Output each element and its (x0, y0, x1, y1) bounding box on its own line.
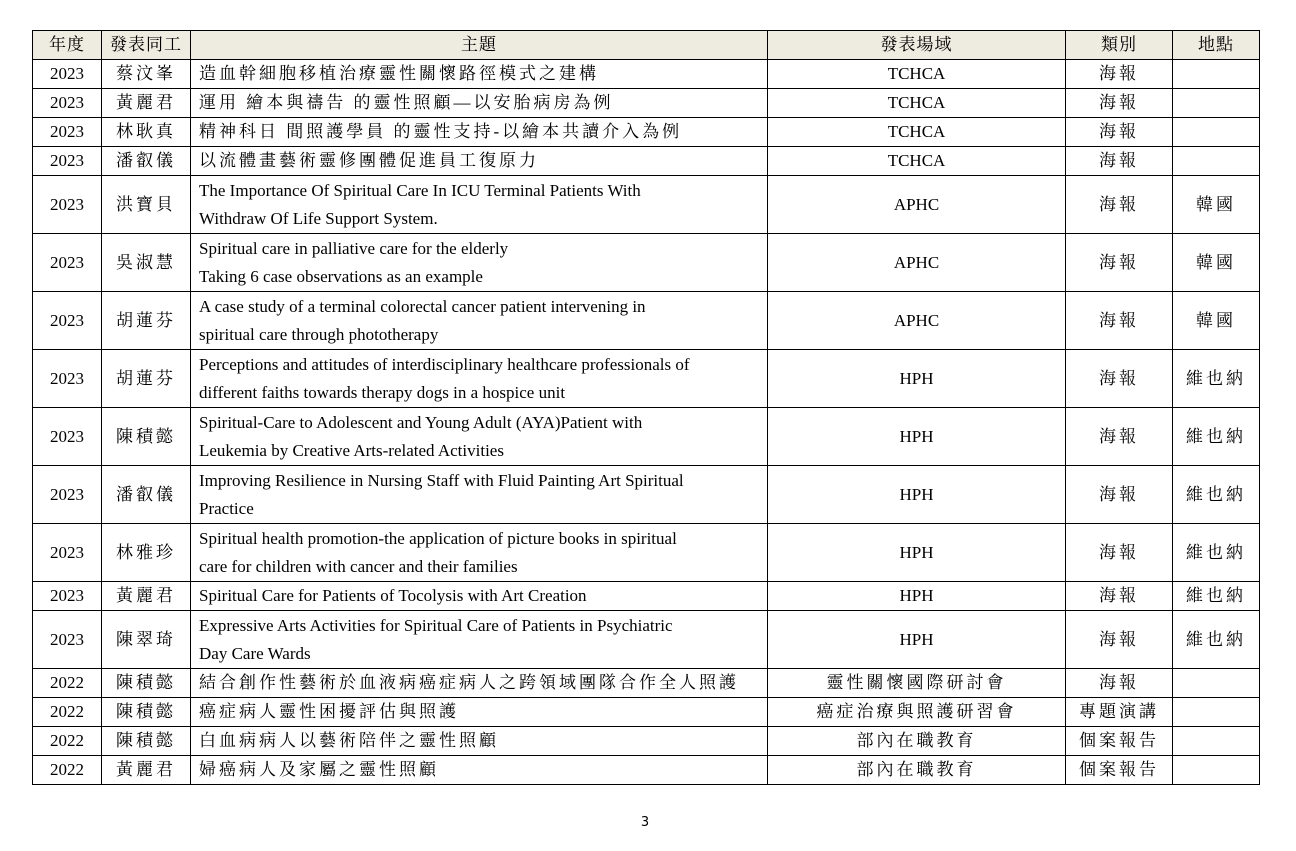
cell-location: 維也納 (1173, 611, 1260, 669)
page-number: 3 (640, 815, 650, 830)
cell-topic: 結合創作性藝術於血液病癌症病人之跨領域團隊合作全人照護 (191, 669, 768, 698)
cell-year: 2023 (33, 89, 102, 118)
cell-category: 海報 (1066, 89, 1173, 118)
cell-location: 維也納 (1173, 350, 1260, 408)
cell-topic: A case study of a terminal colorectal cancer patient intervening in spiritual care through phototherapy (191, 292, 768, 350)
cell-topic: 癌症病人靈性困擾評估與照護 (191, 698, 768, 727)
cell-venue: HPH (768, 582, 1066, 611)
table-row (33, 147, 1260, 176)
cell-location: 維也納 (1173, 466, 1260, 524)
cell-year: 2023 (33, 292, 102, 350)
cell-location (1173, 756, 1260, 785)
cell-presenter: 黃麗君 (102, 582, 191, 611)
cell-topic: Perceptions and attitudes of interdisciplinary healthcare professionals of different faiths towards therapy dogs in a hospice unit (191, 350, 768, 408)
cell-category: 海報 (1066, 234, 1173, 292)
table-row (33, 60, 1260, 89)
table-row (33, 756, 1260, 785)
cell-venue: HPH (768, 611, 1066, 669)
header-year: 年度 (33, 31, 102, 60)
cell-presenter: 陳翠琦 (102, 611, 191, 669)
table-row (33, 582, 1260, 611)
cell-venue: 靈性關懷國際研討會 (768, 669, 1066, 698)
cell-venue: APHC (768, 292, 1066, 350)
cell-topic: Spiritual health promotion-the application of picture books in spiritual care for children with cancer and their families (191, 524, 768, 582)
cell-category: 海報 (1066, 669, 1173, 698)
cell-topic: 造血幹細胞移植治療靈性關懷路徑模式之建構 (191, 60, 768, 89)
cell-category: 海報 (1066, 611, 1173, 669)
cell-year: 2023 (33, 234, 102, 292)
cell-venue: APHC (768, 234, 1066, 292)
cell-presenter: 蔡汶峯 (102, 60, 191, 89)
cell-year: 2022 (33, 669, 102, 698)
cell-presenter: 陳積懿 (102, 408, 191, 466)
cell-year: 2023 (33, 524, 102, 582)
cell-location (1173, 118, 1260, 147)
cell-category: 海報 (1066, 582, 1173, 611)
cell-category: 海報 (1066, 350, 1173, 408)
cell-venue: TCHCA (768, 147, 1066, 176)
table-row (33, 408, 1260, 466)
table-row (33, 89, 1260, 118)
cell-year: 2023 (33, 582, 102, 611)
table-row (33, 234, 1260, 292)
header-location: 地點 (1173, 31, 1260, 60)
cell-year: 2023 (33, 466, 102, 524)
cell-topic: 運用 繪本與禱告 的靈性照顧—以安胎病房為例 (191, 89, 768, 118)
cell-venue: 部內在職教育 (768, 727, 1066, 756)
cell-year: 2023 (33, 118, 102, 147)
cell-presenter: 吳淑慧 (102, 234, 191, 292)
cell-year: 2023 (33, 60, 102, 89)
cell-presenter: 黃麗君 (102, 89, 191, 118)
cell-location (1173, 698, 1260, 727)
cell-venue: HPH (768, 408, 1066, 466)
cell-venue: APHC (768, 176, 1066, 234)
cell-presenter: 陳積懿 (102, 669, 191, 698)
cell-presenter: 洪寶貝 (102, 176, 191, 234)
cell-year: 2022 (33, 727, 102, 756)
cell-topic: Expressive Arts Activities for Spiritual Care of Patients in Psychiatric Day Care Wards (191, 611, 768, 669)
cell-location: 維也納 (1173, 582, 1260, 611)
header-category: 類別 (1066, 31, 1173, 60)
table-header-row (33, 31, 1260, 60)
cell-category: 海報 (1066, 524, 1173, 582)
cell-year: 2022 (33, 698, 102, 727)
cell-location: 維也納 (1173, 524, 1260, 582)
table-row (33, 669, 1260, 698)
presentations-table (32, 30, 1260, 785)
cell-venue: HPH (768, 466, 1066, 524)
cell-presenter: 黃麗君 (102, 756, 191, 785)
cell-topic: Improving Resilience in Nursing Staff with Fluid Painting Art Spiritual Practice (191, 466, 768, 524)
cell-category: 海報 (1066, 60, 1173, 89)
table-row (33, 292, 1260, 350)
cell-topic: 婦癌病人及家屬之靈性照顧 (191, 756, 768, 785)
header-venue: 發表場域 (768, 31, 1066, 60)
cell-location: 維也納 (1173, 408, 1260, 466)
table-row (33, 698, 1260, 727)
cell-venue: HPH (768, 350, 1066, 408)
cell-location: 韓國 (1173, 176, 1260, 234)
cell-category: 海報 (1066, 118, 1173, 147)
cell-location (1173, 727, 1260, 756)
cell-presenter: 潘叡儀 (102, 147, 191, 176)
cell-topic: The Importance Of Spiritual Care In ICU Terminal Patients With Withdraw Of Life Support System. (191, 176, 768, 234)
table-row (33, 350, 1260, 408)
table-row (33, 118, 1260, 147)
cell-venue: HPH (768, 524, 1066, 582)
table-body (33, 60, 1260, 785)
cell-presenter: 陳積懿 (102, 698, 191, 727)
cell-venue: 癌症治療與照護研習會 (768, 698, 1066, 727)
cell-category: 海報 (1066, 147, 1173, 176)
cell-topic: Spiritual-Care to Adolescent and Young Adult (AYA)Patient with Leukemia by Creative Arts-related Activities (191, 408, 768, 466)
cell-presenter: 潘叡儀 (102, 466, 191, 524)
cell-category: 個案報告 (1066, 756, 1173, 785)
cell-presenter: 胡蓮芬 (102, 292, 191, 350)
cell-category: 海報 (1066, 176, 1173, 234)
cell-year: 2023 (33, 147, 102, 176)
cell-location (1173, 60, 1260, 89)
cell-venue: TCHCA (768, 60, 1066, 89)
cell-category: 個案報告 (1066, 727, 1173, 756)
cell-year: 2023 (33, 611, 102, 669)
cell-location (1173, 147, 1260, 176)
cell-category: 專題演講 (1066, 698, 1173, 727)
cell-presenter: 林雅珍 (102, 524, 191, 582)
cell-presenter: 胡蓮芬 (102, 350, 191, 408)
header-topic: 主題 (191, 31, 768, 60)
cell-location: 韓國 (1173, 234, 1260, 292)
cell-topic: 白血病病人以藝術陪伴之靈性照顧 (191, 727, 768, 756)
table-row (33, 611, 1260, 669)
cell-presenter: 陳積懿 (102, 727, 191, 756)
cell-category: 海報 (1066, 408, 1173, 466)
cell-topic: Spiritual care in palliative care for the elderly Taking 6 case observations as an example (191, 234, 768, 292)
cell-venue: 部內在職教育 (768, 756, 1066, 785)
cell-topic: 精神科日 間照護學員 的靈性支持-以繪本共讀介入為例 (191, 118, 768, 147)
cell-venue: TCHCA (768, 89, 1066, 118)
header-presenter: 發表同工 (102, 31, 191, 60)
cell-location (1173, 89, 1260, 118)
table-row (33, 524, 1260, 582)
cell-year: 2023 (33, 350, 102, 408)
cell-presenter: 林耿真 (102, 118, 191, 147)
cell-year: 2022 (33, 756, 102, 785)
cell-location (1173, 669, 1260, 698)
cell-year: 2023 (33, 408, 102, 466)
cell-topic: 以流體畫藝術靈修團體促進員工復原力 (191, 147, 768, 176)
table-row (33, 727, 1260, 756)
cell-year: 2023 (33, 176, 102, 234)
cell-topic: Spiritual Care for Patients of Tocolysis with Art Creation (191, 582, 768, 611)
cell-location: 韓國 (1173, 292, 1260, 350)
table-row (33, 176, 1260, 234)
table-row (33, 466, 1260, 524)
cell-category: 海報 (1066, 292, 1173, 350)
cell-venue: TCHCA (768, 118, 1066, 147)
cell-category: 海報 (1066, 466, 1173, 524)
